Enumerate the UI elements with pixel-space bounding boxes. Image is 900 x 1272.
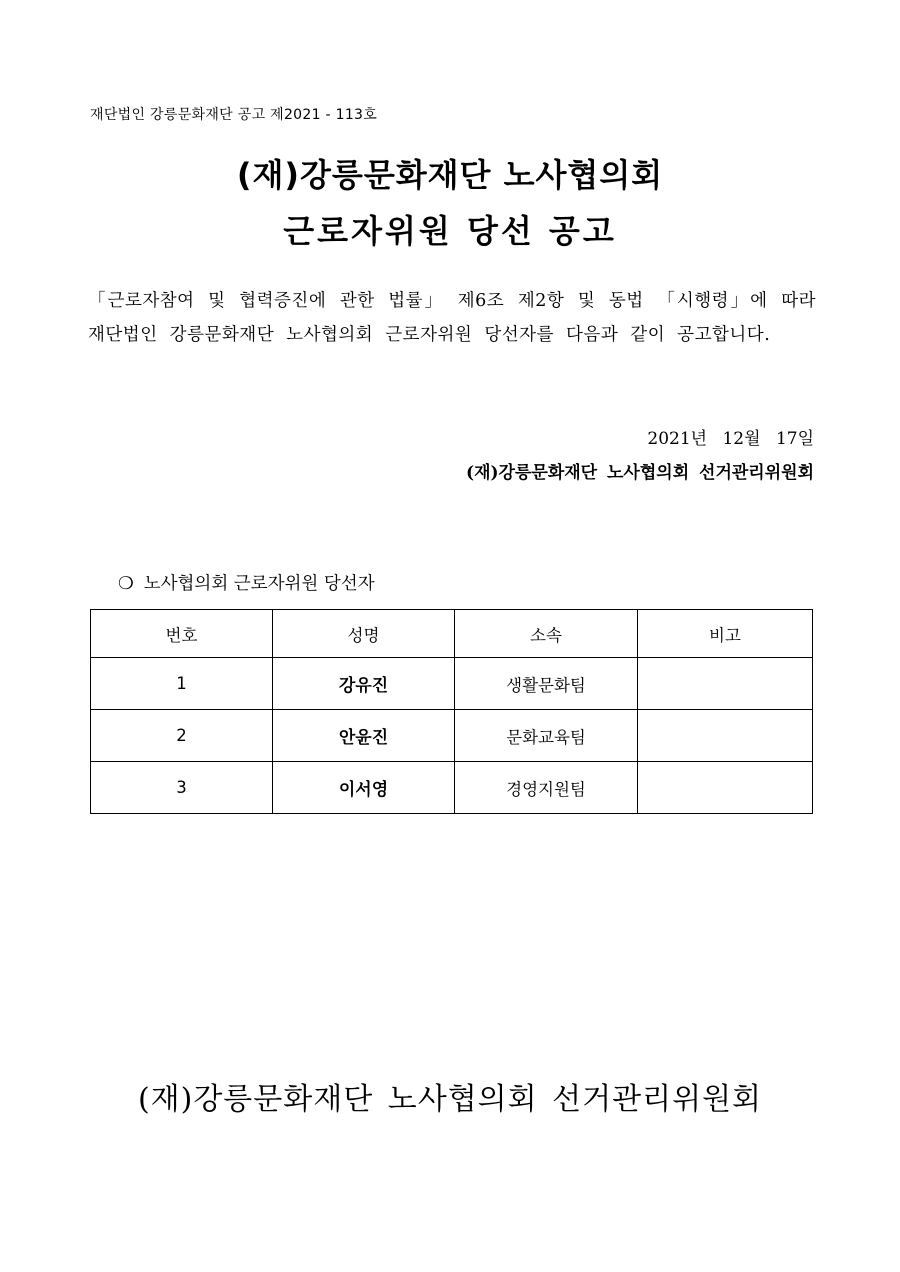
winner-remarks [638, 658, 813, 710]
announcement-paragraph: 「근로자참여 및 협력증진에 관한 법률」 제6조 제2항 및 동법 「시행령」에 따라 재단법인 강릉문화재단 노사협의회 근로자위원 당선자를 다음과 같이 공고합니다. [88, 291, 816, 345]
circle-bullet-icon: ❍ [118, 574, 134, 594]
winner-name: 이서영 [273, 762, 455, 814]
table-row [91, 762, 813, 814]
table-header-row [91, 610, 813, 658]
row-number: 3 [91, 762, 273, 814]
winner-department: 생활문화팀 [455, 658, 638, 710]
winner-department: 문화교육팀 [455, 710, 638, 762]
winners-table [90, 609, 813, 814]
table-row [91, 658, 813, 710]
table-row [91, 710, 813, 762]
winner-name: 안윤진 [273, 710, 455, 762]
column-header-department: 소속 [455, 610, 638, 658]
winner-department: 경영지원팀 [455, 762, 638, 814]
title-line-1: (재)강릉문화재단 노사협의회 [236, 156, 664, 194]
section-heading [118, 570, 375, 595]
footer-issuer: (재)강릉문화재단 노사협의회 선거관리위원회 [137, 1082, 763, 1117]
row-number: 2 [91, 710, 273, 762]
winner-remarks [638, 762, 813, 814]
column-header-name: 성명 [273, 610, 455, 658]
column-header-remarks: 비고 [638, 610, 813, 658]
issuer-signature: (재)강릉문화재단 노사협의회 선거관리위원회 [466, 463, 814, 483]
notice-number: 재단법인 강릉문화재단 공고 제2021 - 113호 [90, 107, 378, 123]
column-header-number: 번호 [91, 610, 273, 658]
winner-name: 강유진 [273, 658, 455, 710]
winner-remarks [638, 710, 813, 762]
row-number: 1 [91, 658, 273, 710]
title-line-2: 근로자위원 당선 공고 [283, 212, 617, 250]
section-title: 노사협의회 근로자위원 당선자 [143, 574, 375, 594]
announcement-date: 2021년 12월 17일 [647, 429, 814, 449]
